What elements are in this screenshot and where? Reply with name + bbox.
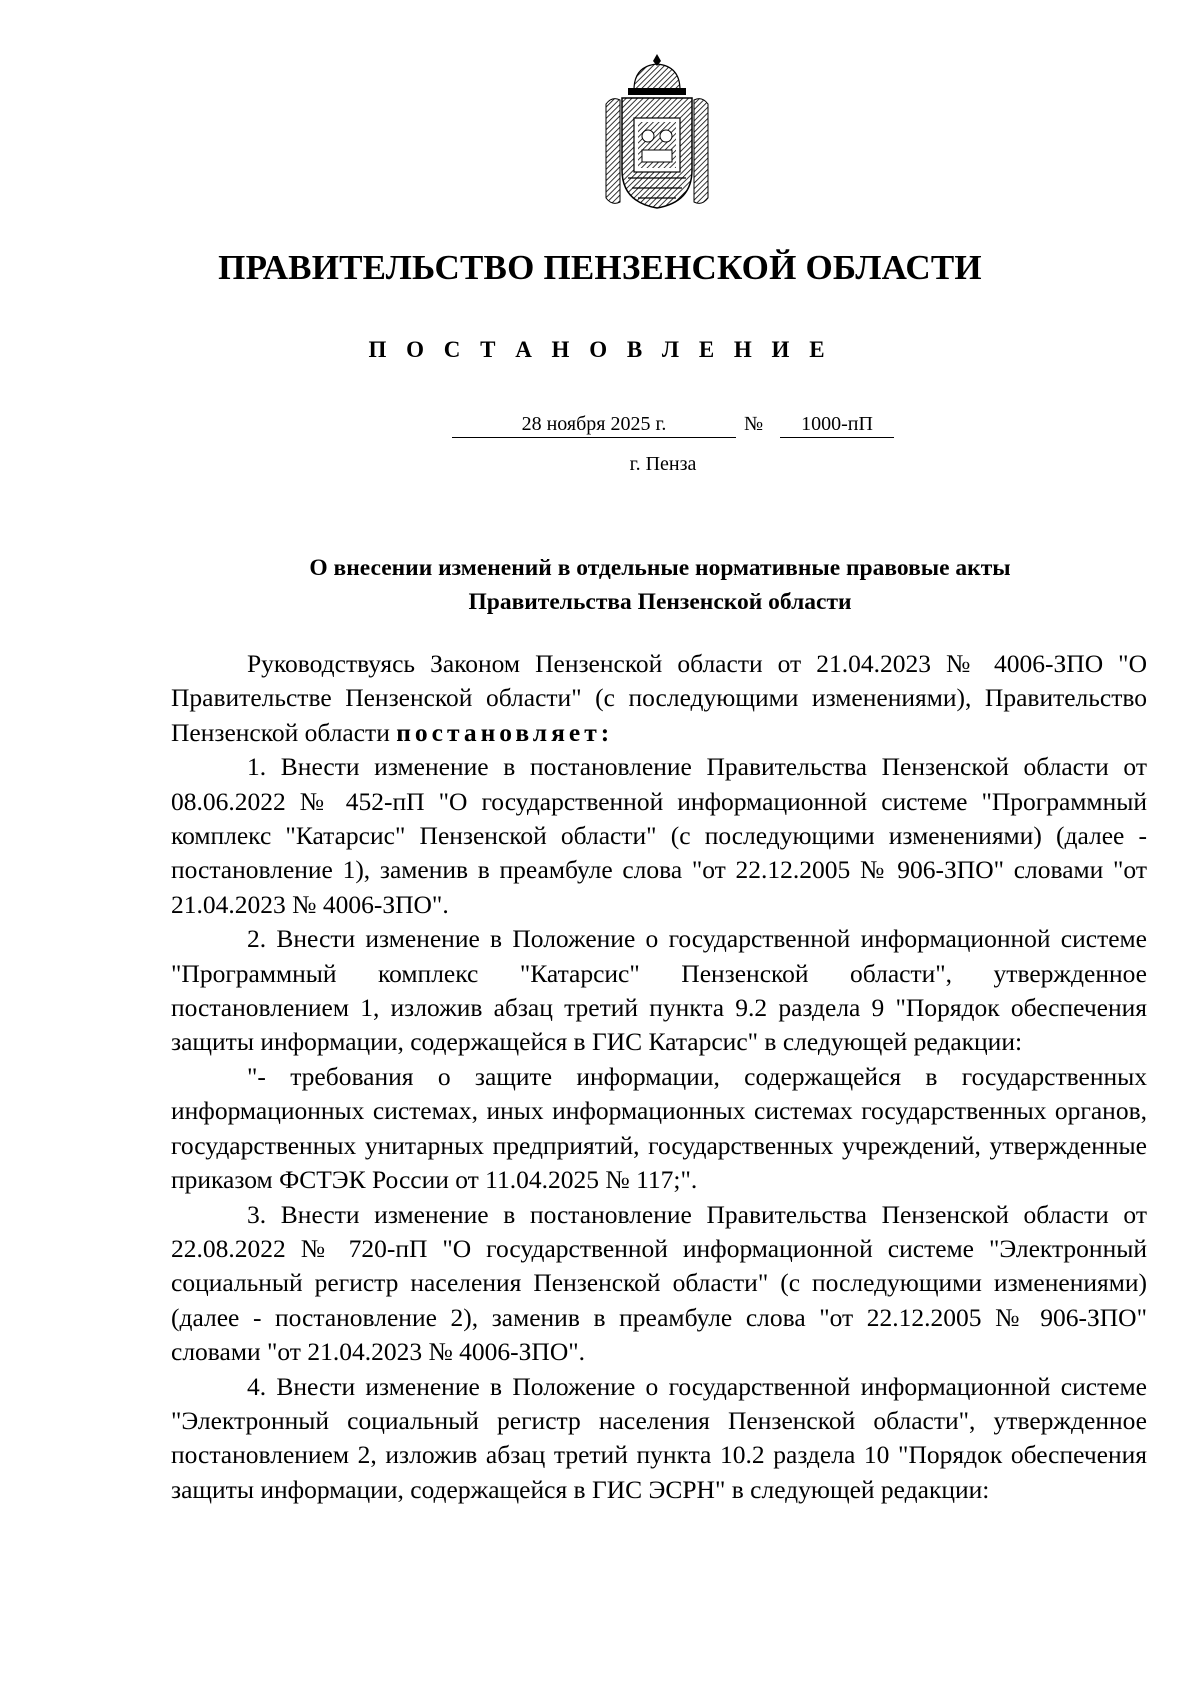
government-title: ПРАВИТЕЛЬСТВО ПЕНЗЕНСКОЙ ОБЛАСТИ	[218, 248, 982, 287]
coat-of-arms-icon	[604, 52, 710, 212]
paragraph-2: 2. Внести изменение в Положение о государственной информационной системе "Программный комплекс "Катарсис" Пензенской области", утвержденное постановлением 1, изложив абзац третий пункта 9.2 раздела 9 "Порядок обеспечения защиты информации, содержащейся в ГИС Катарсис" в следующей редакции:	[171, 924, 1147, 1057]
preamble-paragraph	[171, 647, 1147, 750]
preamble-text: Руководствуясь Законом Пензенской области от 21.04.2023 № 4006-ЗПО "О Правительстве Пензенской области" (с последующими изменениями), Правительство Пензенской области	[171, 649, 1147, 747]
paragraph-2-quote: "- требования о защите информации, содержащейся в государственных информационных системах, иных информационных системах государственных органов, государственных унитарных предприятий, государственных учреждений, утвержденные приказом ФСТЭК России от 11.04.2025 № 117;".	[171, 1061, 1147, 1195]
document-number: 1000-пП	[780, 411, 894, 438]
document-type: П О С Т А Н О В Л Е Н И Е	[368, 337, 832, 362]
subject-line-1: О внесении изменений в отдельные нормативные правовые акты	[309, 555, 1011, 581]
document-subject	[170, 551, 1150, 619]
paragraph-3: 3. Внести изменение в постановление Правительства Пензенской области от 22.08.2022 № 720-пП "О государственной информационной системе "Электронный социальный регистр населения Пензенской области" (с последующими изменениями) (далее - постановление 2), заменив в преамбуле слова "от 22.12.2005 № 906-ЗПО" словами "от 21.04.2023 № 4006-ЗПО".	[171, 1199, 1147, 1367]
subject-line-2: Правительства Пензенской области	[468, 589, 852, 615]
paragraph-4: 4. Внести изменение в Положение о государственной информационной системе "Электронный социальный регистр населения Пензенской области", утвержденное постановлением 2, изложив абзац третий пункта 10.2 раздела 10 "Порядок обеспечения защиты информации, содержащейся в ГИС ЭСРН" в следующей редакции:	[171, 1371, 1147, 1504]
document-city: г. Пенза	[629, 453, 697, 475]
number-sign: №	[744, 413, 764, 435]
preamble-action: постановляет:	[396, 717, 614, 747]
document-date: 28 ноября 2025 г.	[452, 411, 736, 438]
document-body	[171, 647, 1147, 1507]
paragraph-1: 1. Внести изменение в постановление Правительства Пензенской области от 08.06.2022 № 452-пП "О государственной информационной системе "Программный комплекс "Катарсис" Пензенской области" (с последующими изменениями) (далее - постановление 1), заменив в преамбуле слова "от 22.12.2005 № 906-ЗПО" словами "от 21.04.2023 № 4006-ЗПО".	[171, 752, 1147, 919]
